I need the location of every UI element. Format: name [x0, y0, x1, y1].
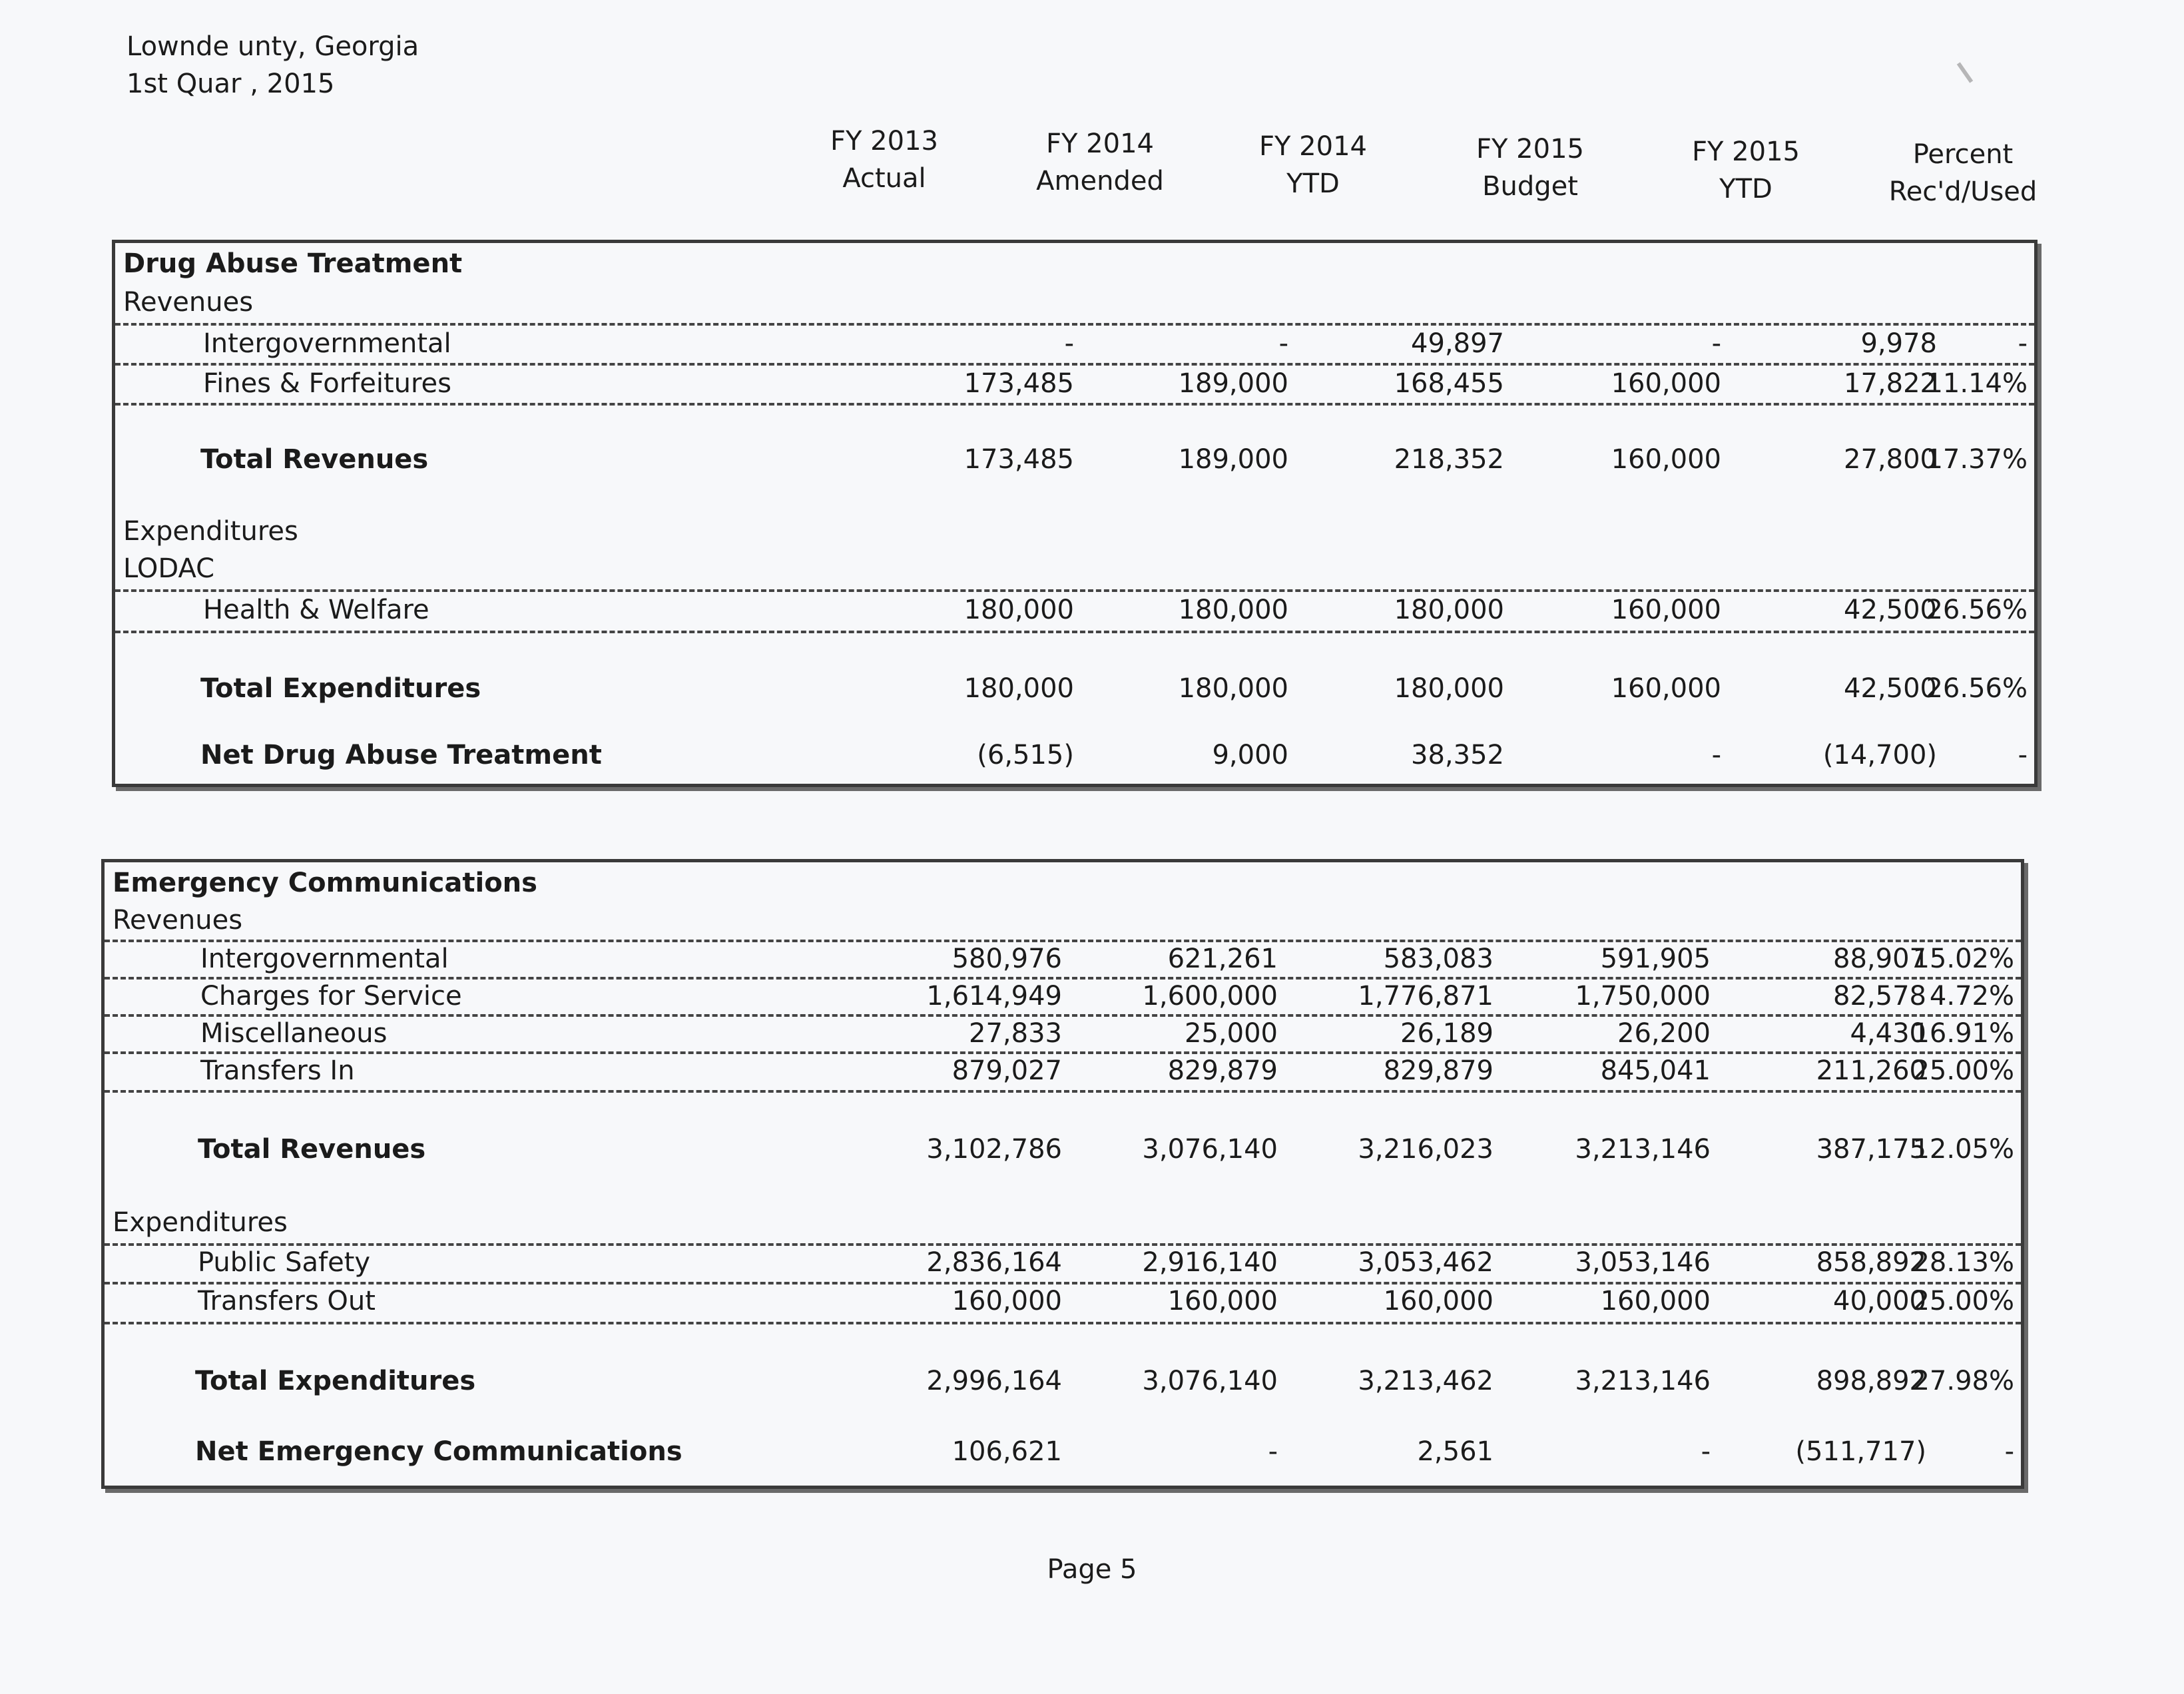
section-title-row: [105, 864, 2021, 902]
cell-fy2014-amended: 189,000: [1178, 444, 1288, 475]
expenditures-heading: Expenditures: [113, 1207, 288, 1238]
cell-fy2014-amended: -: [1268, 1436, 1278, 1467]
cell-fy2015-ytd: 9,978: [1860, 328, 1937, 359]
cell-fy2013-actual: 106,621: [952, 1436, 1062, 1467]
cell-fy2014-ytd: 3,053,462: [1358, 1247, 1494, 1278]
cell-fy2015-budget: 160,000: [1611, 444, 1721, 475]
cell-fy2015-budget: -: [1711, 328, 1721, 359]
cell-fy2014-ytd: 26,189: [1400, 1018, 1494, 1049]
row-label: Public Safety: [198, 1247, 371, 1278]
cell-fy2015-ytd: 42,500: [1844, 595, 1937, 625]
cell-percent: 4.72%: [1929, 981, 2014, 1011]
cell-fy2013-actual: 160,000: [952, 1286, 1062, 1316]
row-label: Health & Welfare: [203, 595, 429, 625]
row-label: Net Emergency Communications: [195, 1436, 682, 1467]
cell-fy2015-budget: 3,213,146: [1575, 1366, 1711, 1396]
row-label: Fines & Forfeitures: [203, 368, 451, 399]
cell-fy2013-actual: 2,836,164: [926, 1247, 1062, 1278]
cell-fy2015-ytd: 211,260: [1816, 1055, 1926, 1086]
cell-fy2013-actual: 180,000: [963, 595, 1074, 625]
cell-fy2015-budget: 160,000: [1611, 673, 1721, 704]
total-revenues-row: [105, 1130, 2021, 1169]
revenues-heading: Revenues: [113, 905, 243, 936]
cell-percent: 11.14%: [1926, 368, 2028, 399]
cell-fy2014-amended: -: [1278, 328, 1288, 359]
rule: [115, 403, 2034, 406]
row-label: Charges for Service: [200, 981, 462, 1011]
cell-fy2014-amended: 1,600,000: [1142, 981, 1278, 1011]
table-row: [105, 940, 2021, 978]
section-title: Emergency Communications: [113, 868, 537, 898]
lodac-heading-row: [115, 549, 2034, 588]
expenditures-heading-row: [115, 512, 2034, 551]
column-header-fy2013-actual: FY 2013 Actual: [830, 126, 938, 194]
total-expenditures-row: [115, 669, 2034, 708]
entity-name: Lownde unty, Georgia: [127, 31, 419, 62]
row-label: Total Revenues: [200, 444, 429, 475]
cell-fy2013-actual: 580,976: [952, 944, 1062, 974]
cell-percent: 16.91%: [1912, 1018, 2014, 1049]
cell-fy2014-ytd: 829,879: [1383, 1055, 1494, 1086]
cell-fy2015-ytd: 387,175: [1816, 1134, 1926, 1165]
cell-fy2014-amended: 180,000: [1178, 673, 1288, 704]
emergency-communications-section: [101, 859, 2024, 1489]
cell-percent: 17.37%: [1926, 444, 2028, 475]
cell-fy2015-ytd: 88,907: [1833, 944, 1926, 974]
cell-fy2015-ytd: 82,578: [1833, 981, 1926, 1011]
table-row: [115, 364, 2034, 403]
column-header-percent-used: Percent Rec'd/Used: [1888, 139, 2038, 207]
cell-percent: 26.56%: [1926, 595, 2028, 625]
cell-fy2014-ytd: 2,561: [1417, 1436, 1494, 1467]
cell-percent: 15.02%: [1912, 944, 2014, 974]
table-row: [105, 1014, 2021, 1053]
row-label: Total Revenues: [198, 1134, 426, 1165]
cell-fy2014-ytd: 168,455: [1394, 368, 1504, 399]
cell-fy2015-budget: -: [1701, 1436, 1711, 1467]
revenues-heading-row: [105, 901, 2021, 940]
rule: [115, 631, 2034, 633]
cell-percent: 27.98%: [1912, 1366, 2014, 1396]
report-period: 1st Quar , 2015: [127, 69, 335, 99]
cell-fy2013-actual: 1,614,949: [926, 981, 1062, 1011]
column-header-fy2014-ytd: FY 2014 YTD: [1259, 131, 1367, 199]
cell-fy2013-actual: 2,996,164: [926, 1366, 1062, 1396]
cell-fy2014-ytd: 1,776,871: [1358, 981, 1494, 1011]
section-title: Drug Abuse Treatment: [123, 248, 463, 279]
drug-abuse-treatment-section: [112, 240, 2038, 787]
cell-fy2014-ytd: 160,000: [1383, 1286, 1494, 1316]
cell-fy2014-amended: 829,879: [1167, 1055, 1278, 1086]
cell-fy2015-budget: 845,041: [1600, 1055, 1711, 1086]
cell-percent: 12.05%: [1912, 1134, 2014, 1165]
rule: [105, 1090, 2021, 1093]
cell-fy2015-budget: 160,000: [1611, 595, 1721, 625]
table-row: [105, 1282, 2021, 1320]
cell-fy2014-amended: 9,000: [1212, 740, 1288, 770]
cell-fy2014-ytd: 218,352: [1394, 444, 1504, 475]
row-label: Net Drug Abuse Treatment: [200, 740, 602, 770]
cell-fy2014-amended: 25,000: [1185, 1018, 1278, 1049]
column-header-fy2015-budget: FY 2015 Budget: [1476, 134, 1584, 202]
cell-fy2014-amended: 2,916,140: [1142, 1247, 1278, 1278]
row-label: Intergovernmental: [203, 328, 451, 359]
cell-fy2013-actual: 173,485: [963, 444, 1074, 475]
cell-fy2015-ytd: 4,430: [1850, 1018, 1926, 1049]
cell-fy2013-actual: 3,102,786: [926, 1134, 1062, 1165]
cell-fy2013-actual: -: [1064, 328, 1074, 359]
cell-percent: 28.13%: [1912, 1247, 2014, 1278]
total-expenditures-row: [105, 1362, 2021, 1400]
cell-fy2014-amended: 160,000: [1167, 1286, 1278, 1316]
column-header-fy2014-amended: FY 2014 Amended: [1036, 129, 1164, 196]
expenditures-heading: Expenditures: [123, 516, 298, 547]
cell-fy2014-ytd: 180,000: [1394, 595, 1504, 625]
cell-fy2015-ytd: (511,717): [1795, 1436, 1926, 1467]
cell-percent: -: [2018, 740, 2028, 770]
cell-fy2014-ytd: 49,897: [1411, 328, 1504, 359]
table-row: [105, 1051, 2021, 1090]
cell-fy2013-actual: 180,000: [963, 673, 1074, 704]
cell-fy2015-ytd: 40,000: [1833, 1286, 1926, 1316]
cell-fy2015-ytd: (14,700): [1822, 740, 1937, 770]
cell-fy2015-ytd: 27,800: [1844, 444, 1937, 475]
table-row: [105, 977, 2021, 1015]
cell-fy2015-ytd: 42,500: [1844, 673, 1937, 704]
cell-percent: 25.00%: [1912, 1055, 2014, 1086]
scan-mark: [1957, 62, 1973, 83]
cell-fy2015-budget: 160,000: [1611, 368, 1721, 399]
cell-fy2014-amended: 621,261: [1167, 944, 1278, 974]
total-revenues-row: [115, 440, 2034, 479]
cell-fy2013-actual: (6,515): [977, 740, 1074, 770]
cell-fy2014-amended: 189,000: [1178, 368, 1288, 399]
table-row: [115, 591, 2034, 629]
cell-fy2014-ytd: 583,083: [1383, 944, 1494, 974]
expenditures-heading-row: [105, 1203, 2021, 1242]
cell-fy2015-budget: 3,053,146: [1575, 1247, 1711, 1278]
row-label: Total Expenditures: [195, 1366, 476, 1396]
net-row: [115, 736, 2034, 774]
revenues-heading-row: [115, 283, 2034, 322]
column-header-fy2015-ytd: FY 2015 YTD: [1692, 137, 1800, 204]
cell-percent: 26.56%: [1926, 673, 2028, 704]
cell-fy2015-ytd: 858,892: [1816, 1247, 1926, 1278]
row-label: Total Expenditures: [200, 673, 481, 704]
cell-percent: 25.00%: [1912, 1286, 2014, 1316]
cell-fy2015-ytd: 17,822: [1844, 368, 1937, 399]
revenues-heading: Revenues: [123, 287, 254, 318]
cell-fy2013-actual: 173,485: [963, 368, 1074, 399]
cell-fy2014-amended: 180,000: [1178, 595, 1288, 625]
row-label: Transfers Out: [198, 1286, 376, 1316]
cell-fy2014-ytd: 3,213,462: [1358, 1366, 1494, 1396]
cell-percent: -: [2018, 328, 2028, 359]
row-label: Transfers In: [200, 1055, 355, 1086]
table-row: [105, 1243, 2021, 1282]
cell-fy2015-budget: 591,905: [1600, 944, 1711, 974]
page-number: Page 5: [1047, 1554, 1137, 1585]
cell-fy2014-amended: 3,076,140: [1142, 1134, 1278, 1165]
section-title-row: [115, 244, 2034, 283]
cell-fy2015-ytd: 898,892: [1816, 1366, 1926, 1396]
row-label: Intergovernmental: [200, 944, 449, 974]
cell-fy2014-ytd: 38,352: [1411, 740, 1504, 770]
table-row: [115, 324, 2034, 363]
cell-fy2013-actual: 27,833: [969, 1018, 1062, 1049]
net-row: [105, 1432, 2021, 1471]
lodac-heading: LODAC: [123, 553, 215, 584]
row-label: Miscellaneous: [200, 1018, 388, 1049]
cell-fy2015-budget: 26,200: [1617, 1018, 1711, 1049]
cell-fy2014-ytd: 180,000: [1394, 673, 1504, 704]
cell-fy2014-amended: 3,076,140: [1142, 1366, 1278, 1396]
cell-fy2015-budget: -: [1711, 740, 1721, 770]
cell-percent: -: [2004, 1436, 2014, 1467]
cell-fy2015-budget: 1,750,000: [1575, 981, 1711, 1011]
cell-fy2015-budget: 160,000: [1600, 1286, 1711, 1316]
cell-fy2014-ytd: 3,216,023: [1358, 1134, 1494, 1165]
rule: [105, 1322, 2021, 1324]
cell-fy2013-actual: 879,027: [952, 1055, 1062, 1086]
cell-fy2015-budget: 3,213,146: [1575, 1134, 1711, 1165]
